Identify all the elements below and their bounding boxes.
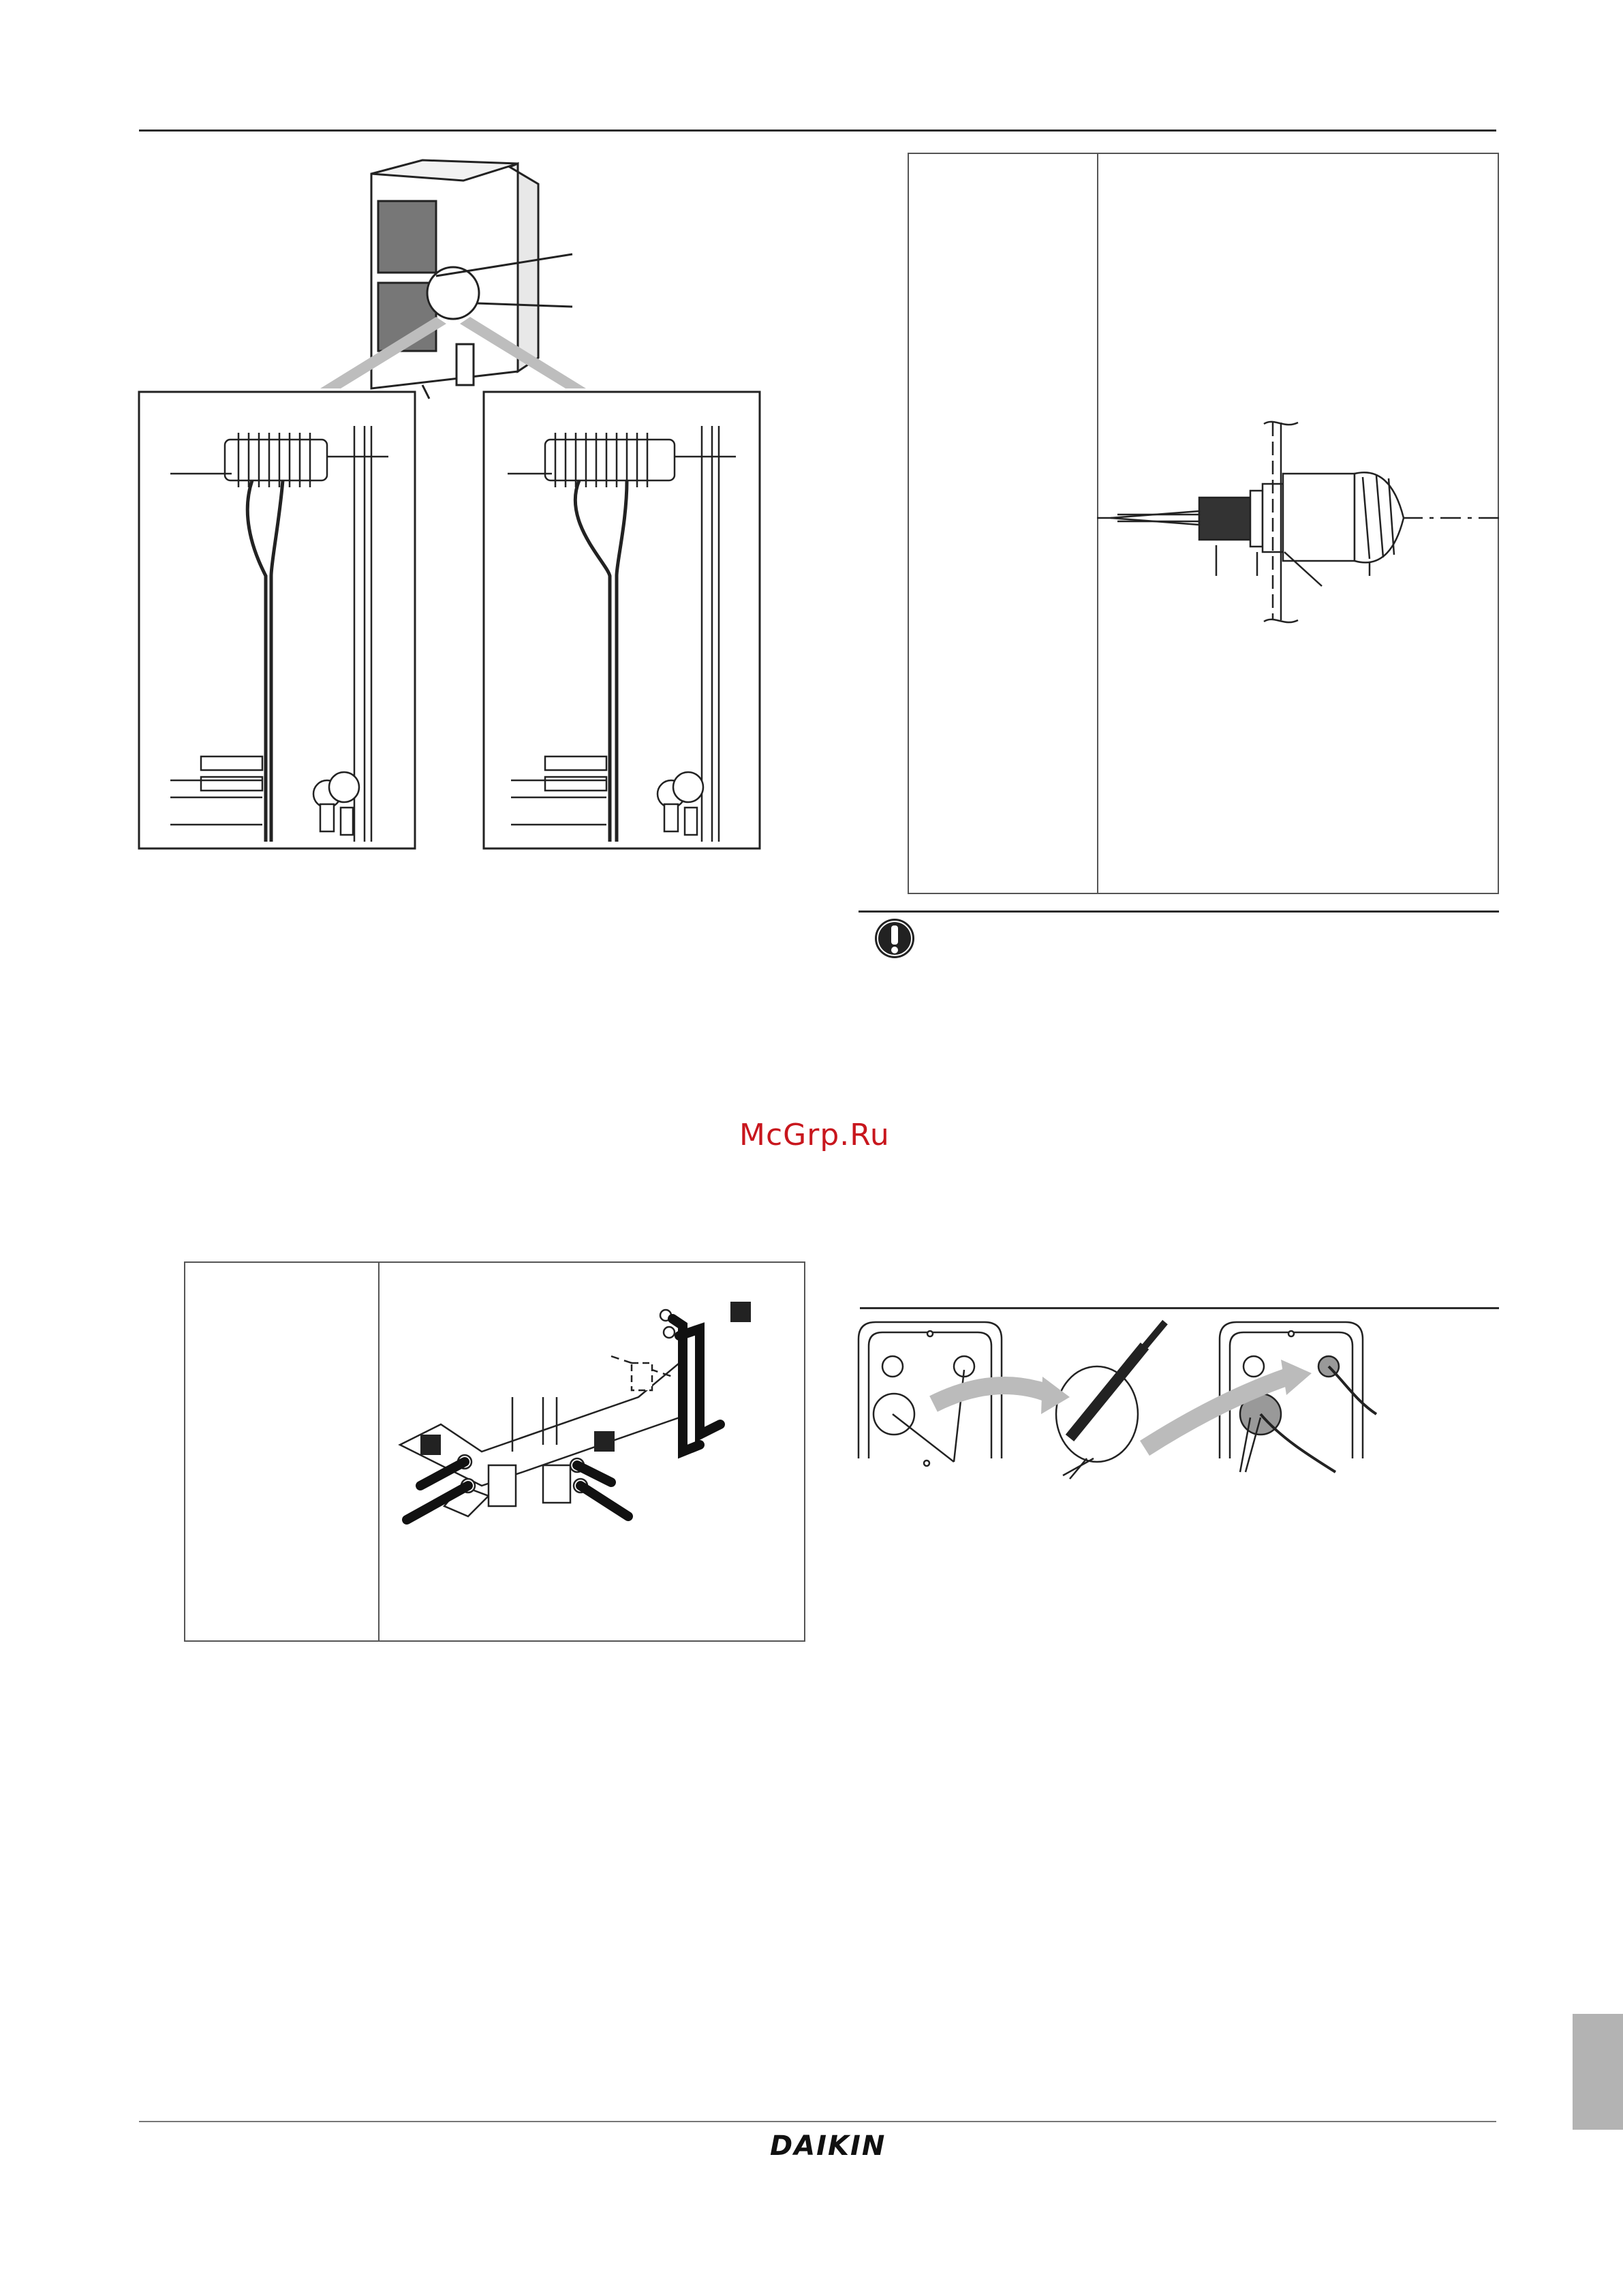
piping-drawing (380, 1281, 802, 1554)
conduit-drill-drawing (1097, 409, 1499, 641)
caution-rule (859, 910, 1499, 913)
outdoor-unit-illustration (136, 153, 763, 862)
knockout-rule (860, 1307, 1499, 1309)
knockout-hole-illustration (859, 1319, 1376, 1523)
daikin-logo: DAIKIN (770, 2130, 886, 2162)
header-rule (139, 129, 1496, 132)
watermark: McGrp.Ru (739, 1118, 890, 1152)
section-tab (1573, 2014, 1623, 2130)
footer-rule (139, 2121, 1496, 2122)
exclamation-circle-icon (874, 917, 916, 960)
